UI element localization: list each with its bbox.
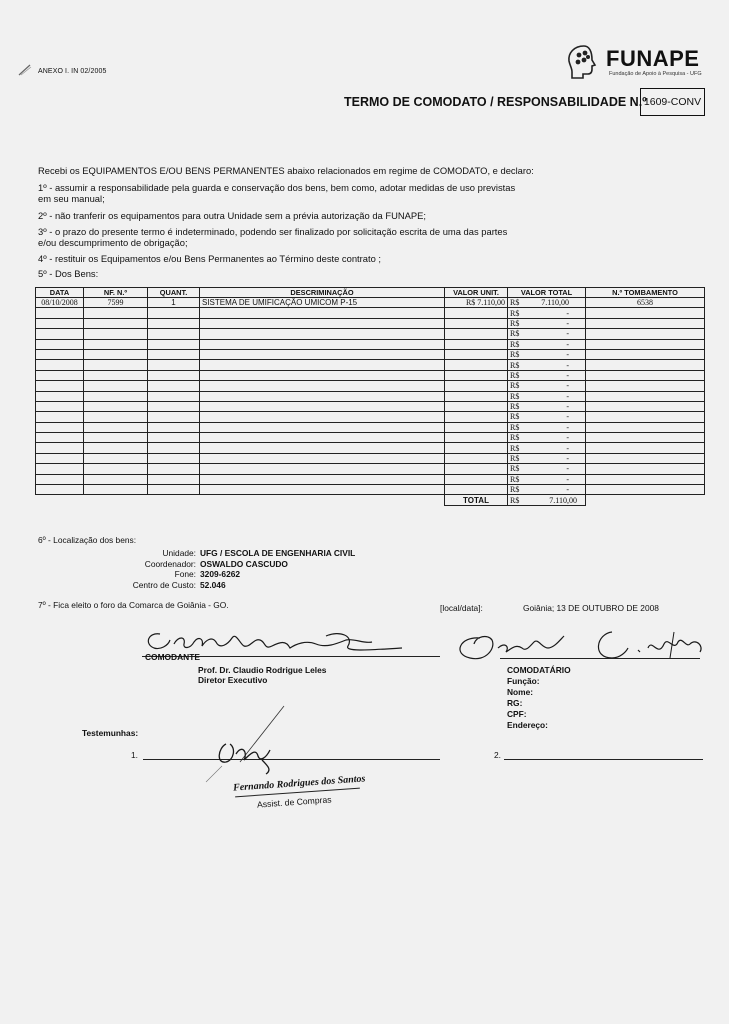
cell-valor-total xyxy=(508,422,586,432)
cell-quant xyxy=(148,422,200,432)
cell-total: 7.110,00 xyxy=(541,298,569,308)
comodante-label: COMODANTE xyxy=(145,652,200,662)
cell-nf xyxy=(84,318,148,328)
cell-desc xyxy=(200,370,445,380)
cell-nf xyxy=(84,412,148,422)
cell-desc xyxy=(200,474,445,484)
cell-total: - xyxy=(566,381,569,391)
cell-tombamento xyxy=(586,474,705,484)
comodatario-funcao: Função: xyxy=(507,676,540,686)
table-row xyxy=(36,401,705,411)
cell-tombamento xyxy=(586,464,705,474)
cell-nf xyxy=(84,464,148,474)
cell-valor-unit xyxy=(445,453,508,463)
location-details xyxy=(88,548,355,590)
cell-data xyxy=(36,360,84,370)
cell-currency: R$ xyxy=(510,422,520,432)
cell-data xyxy=(36,391,84,401)
comodatario-rg: RG: xyxy=(507,698,523,708)
cell-data xyxy=(36,412,84,422)
total-spacer xyxy=(200,495,445,505)
document-number: 1609-CONV xyxy=(640,88,705,116)
cell-desc xyxy=(200,308,445,318)
cell-tombamento xyxy=(586,308,705,318)
cell-valor-total xyxy=(508,329,586,339)
cell-valor-unit xyxy=(445,401,508,411)
total-spacer xyxy=(84,495,148,505)
cell-data xyxy=(36,308,84,318)
cell-desc xyxy=(200,318,445,328)
cell-currency: R$ xyxy=(510,454,520,464)
cell-quant xyxy=(148,360,200,370)
cell-tombamento xyxy=(586,391,705,401)
total-spacer xyxy=(586,495,705,505)
document-title: TERMO DE COMODATO / RESPONSABILIDADE N.º xyxy=(344,95,647,109)
cell-quant: 1 xyxy=(148,298,200,308)
cell-valor-total xyxy=(508,349,586,359)
cell-valor-unit xyxy=(445,412,508,422)
cell-valor-unit xyxy=(445,329,508,339)
cell-total: - xyxy=(566,433,569,443)
cell-quant xyxy=(148,412,200,422)
logo-text: FUNAPE xyxy=(606,46,700,71)
local-data-label: [local/data]: xyxy=(440,603,483,613)
cell-total: - xyxy=(566,464,569,474)
clause-5: 5º - Dos Bens: xyxy=(38,268,99,279)
col-header-descriminacao: DESCRIMINAÇÃO xyxy=(200,288,445,298)
cell-desc xyxy=(200,433,445,443)
cell-nf xyxy=(84,485,148,495)
cell-valor-unit xyxy=(445,349,508,359)
clause-2: 2º - não tranferir os equipamentos para outra Unidade sem a prévia autorização da FUNAPE; xyxy=(38,210,427,221)
cell-nf xyxy=(84,422,148,432)
cell-valor-total xyxy=(508,401,586,411)
cell-data xyxy=(36,443,84,453)
comodatario-signature xyxy=(452,618,712,668)
cell-valor-total xyxy=(508,391,586,401)
cell-quant xyxy=(148,391,200,401)
cell-desc xyxy=(200,443,445,453)
comodatario-endereco: Endereço: xyxy=(507,720,548,730)
cell-total: - xyxy=(566,443,569,453)
cell-valor-total xyxy=(508,360,586,370)
cell-currency: R$ xyxy=(510,433,520,443)
cell-nf: 7599 xyxy=(84,298,148,308)
cell-valor-total xyxy=(508,308,586,318)
col-header-tombamento: N.º TOMBAMENTO xyxy=(586,288,705,298)
cell-desc xyxy=(200,329,445,339)
cell-quant xyxy=(148,433,200,443)
cell-quant xyxy=(148,381,200,391)
cell-tombamento xyxy=(586,381,705,391)
centro-custo-label: Centro de Custo: xyxy=(132,579,196,590)
cell-quant xyxy=(148,318,200,328)
table-row xyxy=(36,370,705,380)
col-header-quant: QUANT. xyxy=(148,288,200,298)
table-row xyxy=(36,329,705,339)
cell-desc xyxy=(200,339,445,349)
cell-valor-total xyxy=(508,453,586,463)
cell-tombamento xyxy=(586,443,705,453)
cell-quant xyxy=(148,339,200,349)
clause-1-cont: em seu manual; xyxy=(38,193,105,204)
cell-tombamento xyxy=(586,329,705,339)
cell-valor-unit xyxy=(445,443,508,453)
cell-valor-unit xyxy=(445,433,508,443)
cell-total: - xyxy=(566,329,569,339)
cell-valor-unit xyxy=(445,370,508,380)
clause-3-cont: e/ou descumprimento de obrigação; xyxy=(38,237,188,248)
cell-total: - xyxy=(566,360,569,370)
cell-total: - xyxy=(566,422,569,432)
cell-quant xyxy=(148,401,200,411)
logo-subtitle: Fundação de Apoio à Pesquisa - UFG xyxy=(609,71,702,77)
cell-tombamento xyxy=(586,401,705,411)
col-header-data: DATA xyxy=(36,288,84,298)
location-heading: 6º - Localização dos bens: xyxy=(38,535,137,545)
cell-valor-total xyxy=(508,485,586,495)
total-spacer xyxy=(148,495,200,505)
cell-data xyxy=(36,381,84,391)
table-row xyxy=(36,412,705,422)
cell-quant xyxy=(148,443,200,453)
cell-data xyxy=(36,485,84,495)
cell-nf xyxy=(84,443,148,453)
table-row xyxy=(36,485,705,495)
clause-intro: Recebi os EQUIPAMENTOS E/OU BENS PERMANENTES abaixo relacionados em regime de COMODATO, e declaro: xyxy=(38,165,534,176)
foro-clause: 7º - Fica eleito o foro da Comarca de Goiânia - GO. xyxy=(38,600,229,610)
coordenador-label: Coordenador: xyxy=(144,558,196,569)
cell-data xyxy=(36,422,84,432)
cell-valor-total xyxy=(508,412,586,422)
date-text: Goiânia; 13 DE OUTUBRO DE 2008 xyxy=(523,603,659,613)
cell-quant xyxy=(148,349,200,359)
cell-nf xyxy=(84,349,148,359)
table-row xyxy=(36,349,705,359)
cell-valor-unit xyxy=(445,485,508,495)
cell-currency: R$ xyxy=(510,370,520,380)
cell-nf xyxy=(84,381,148,391)
cell-data xyxy=(36,433,84,443)
cell-currency: R$ xyxy=(510,360,520,370)
cell-desc xyxy=(200,485,445,495)
comodante-role: Diretor Executivo xyxy=(198,675,268,685)
cell-desc xyxy=(200,453,445,463)
cell-valor-unit xyxy=(445,318,508,328)
cell-tombamento xyxy=(586,370,705,380)
cell-valor-unit xyxy=(445,308,508,318)
cell-tombamento xyxy=(586,485,705,495)
cell-desc xyxy=(200,412,445,422)
table-row xyxy=(36,298,705,308)
cell-tombamento xyxy=(586,412,705,422)
cell-currency: R$ xyxy=(510,350,520,360)
annex-reference: ANEXO I. IN 02/2005 xyxy=(38,68,107,75)
table-row xyxy=(36,453,705,463)
cell-valor-unit xyxy=(445,422,508,432)
total-currency: R$ xyxy=(510,495,520,505)
cell-quant xyxy=(148,474,200,484)
cell-currency: R$ xyxy=(510,402,520,412)
cell-valor-unit xyxy=(445,391,508,401)
cell-currency: R$ xyxy=(510,298,520,308)
cell-data xyxy=(36,339,84,349)
col-header-valor-total: VALOR TOTAL xyxy=(508,288,586,298)
total-value-cell xyxy=(508,495,586,505)
cell-valor-total xyxy=(508,370,586,380)
cell-total: - xyxy=(566,308,569,318)
fone-value: 3209-6262 xyxy=(200,569,241,580)
cell-nf xyxy=(84,370,148,380)
cell-currency: R$ xyxy=(510,381,520,391)
table-row xyxy=(36,381,705,391)
cell-tombamento xyxy=(586,433,705,443)
stamp-role: Assist. de Compras xyxy=(256,794,332,810)
total-value: 7.110,00 xyxy=(549,495,577,505)
table-row xyxy=(36,443,705,453)
corner-mark xyxy=(18,64,32,76)
cell-valor-total xyxy=(508,464,586,474)
table-row xyxy=(36,433,705,443)
cell-currency: R$ xyxy=(510,318,520,328)
cell-nf xyxy=(84,329,148,339)
cell-nf xyxy=(84,474,148,484)
total-spacer xyxy=(36,495,84,505)
cell-valor-unit xyxy=(445,381,508,391)
cell-desc xyxy=(200,349,445,359)
unidade-value: UFG / ESCOLA DE ENGENHARIA CIVIL xyxy=(200,548,356,558)
comodatario-cpf: CPF: xyxy=(507,709,527,719)
cell-nf xyxy=(84,391,148,401)
table-row xyxy=(36,474,705,484)
cell-nf xyxy=(84,339,148,349)
cell-valor-unit: R$ 7.110,00 xyxy=(445,298,508,308)
cell-currency: R$ xyxy=(510,329,520,339)
cell-tombamento xyxy=(586,453,705,463)
cell-tombamento xyxy=(586,339,705,349)
cell-desc: SISTEMA DE UMIFICAÇÃO UMICOM P-15 xyxy=(200,298,445,308)
cell-valor-total xyxy=(508,318,586,328)
cell-total: - xyxy=(566,350,569,360)
comodatario-label: COMODATÁRIO xyxy=(507,665,571,675)
cell-desc xyxy=(200,401,445,411)
cell-data xyxy=(36,453,84,463)
stamp-name: Fernando Rodrigues dos Santos xyxy=(232,773,366,794)
cell-tombamento xyxy=(586,360,705,370)
cell-quant xyxy=(148,370,200,380)
col-header-nf: NF. N.º xyxy=(84,288,148,298)
table-header-row xyxy=(36,288,705,298)
cell-valor-unit xyxy=(445,474,508,484)
col-header-valor-unit: VALOR UNIT. xyxy=(445,288,508,298)
clause-4: 4º - restituir os Equipamentos e/ou Bens Permanentes ao Término deste contrato ; xyxy=(38,253,382,264)
witnesses-label: Testemunhas: xyxy=(82,728,139,738)
cell-total: - xyxy=(566,370,569,380)
cell-total: - xyxy=(566,474,569,484)
cell-data xyxy=(36,464,84,474)
cell-quant xyxy=(148,453,200,463)
unidade-label: Unidade: xyxy=(162,548,196,558)
cell-currency: R$ xyxy=(510,485,520,495)
witness-2-number: 2. xyxy=(494,750,501,760)
cell-valor-total xyxy=(508,433,586,443)
clause-3: 3º - o prazo do presente termo é indeterminado, podendo ser finalizado por solicitação escrita de uma das partes xyxy=(38,226,508,237)
cell-quant xyxy=(148,485,200,495)
fone-label: Fone: xyxy=(174,569,196,580)
cell-total: - xyxy=(566,318,569,328)
cell-data xyxy=(36,474,84,484)
cell-tombamento xyxy=(586,349,705,359)
table-row xyxy=(36,422,705,432)
cell-desc xyxy=(200,391,445,401)
table-row xyxy=(36,339,705,349)
cell-valor-total xyxy=(508,339,586,349)
cell-valor-total xyxy=(508,381,586,391)
cell-currency: R$ xyxy=(510,464,520,474)
items-table xyxy=(35,287,705,506)
cell-currency: R$ xyxy=(510,308,520,318)
cell-total: - xyxy=(566,454,569,464)
cell-quant xyxy=(148,464,200,474)
cell-tombamento xyxy=(586,422,705,432)
comodatario-nome: Nome: xyxy=(507,687,534,697)
cell-valor-unit xyxy=(445,339,508,349)
table-row xyxy=(36,318,705,328)
cell-total: - xyxy=(566,391,569,401)
cell-currency: R$ xyxy=(510,391,520,401)
cell-currency: R$ xyxy=(510,412,520,422)
cell-currency: R$ xyxy=(510,443,520,453)
cell-data xyxy=(36,401,84,411)
cell-total: - xyxy=(566,402,569,412)
witness-1-number: 1. xyxy=(131,750,138,760)
comodante-name: Prof. Dr. Claudio Rodrigue Leles xyxy=(198,665,327,675)
table-row xyxy=(36,391,705,401)
cell-nf xyxy=(84,401,148,411)
cell-tombamento xyxy=(586,318,705,328)
cell-quant xyxy=(148,308,200,318)
cell-data xyxy=(36,318,84,328)
coordenador-value: OSWALDO CASCUDO xyxy=(200,558,288,569)
cell-nf xyxy=(84,360,148,370)
centro-custo-value: 52.046 xyxy=(200,579,226,590)
cell-desc xyxy=(200,360,445,370)
cell-valor-total xyxy=(508,474,586,484)
cell-currency: R$ xyxy=(510,339,520,349)
funape-logo-icon xyxy=(564,42,604,82)
cell-desc xyxy=(200,464,445,474)
cell-data: 08/10/2008 xyxy=(36,298,84,308)
cell-valor-unit xyxy=(445,360,508,370)
total-label: TOTAL xyxy=(445,495,508,505)
cell-currency: R$ xyxy=(510,474,520,484)
cell-valor-total xyxy=(508,443,586,453)
cell-tombamento: 6538 xyxy=(586,298,705,308)
table-row xyxy=(36,464,705,474)
cell-total: - xyxy=(566,339,569,349)
cell-nf xyxy=(84,308,148,318)
cell-total: - xyxy=(566,412,569,422)
cell-quant xyxy=(148,329,200,339)
cell-data xyxy=(36,329,84,339)
cell-desc xyxy=(200,422,445,432)
cell-data xyxy=(36,349,84,359)
cell-nf xyxy=(84,453,148,463)
cell-total: - xyxy=(566,485,569,495)
witness-1-signature xyxy=(196,704,296,784)
clause-1: 1º - assumir a responsabilidade pela guarda e conservação dos bens, bem como, adotar medidas de uso previstas xyxy=(38,182,516,193)
table-row xyxy=(36,308,705,318)
cell-nf xyxy=(84,433,148,443)
table-total-row xyxy=(36,495,705,505)
cell-valor-unit xyxy=(445,464,508,474)
table-row xyxy=(36,360,705,370)
cell-data xyxy=(36,370,84,380)
cell-desc xyxy=(200,381,445,391)
cell-valor-total xyxy=(508,298,586,308)
